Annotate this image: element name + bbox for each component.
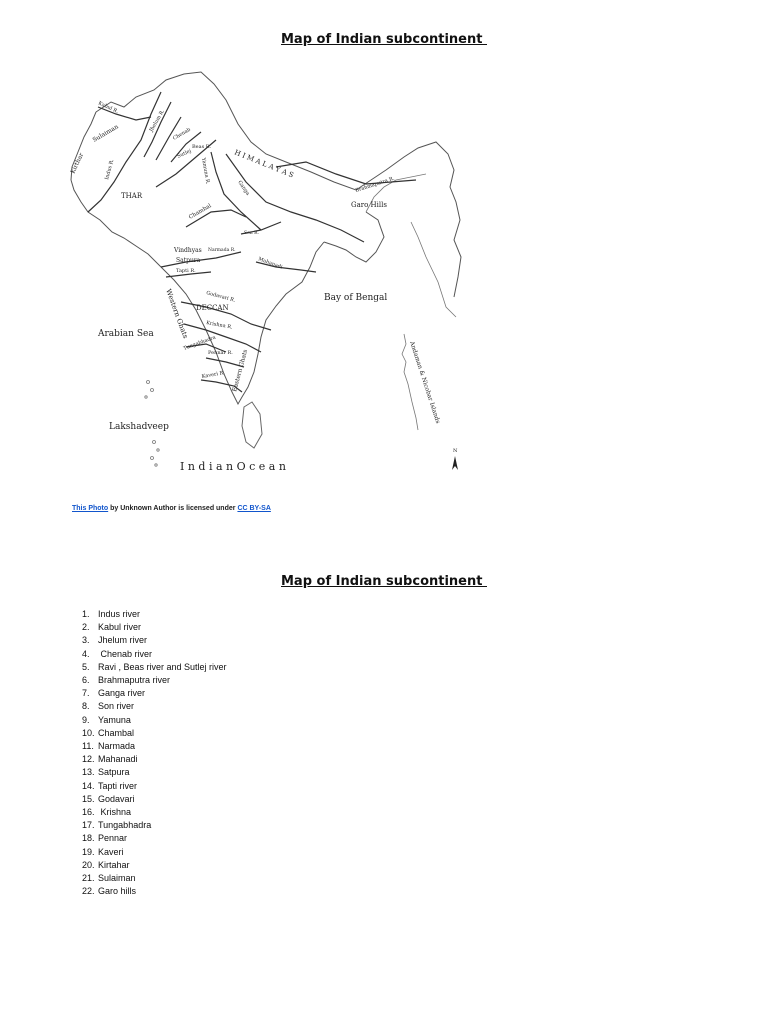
- list-item: [82, 634, 227, 647]
- list-item-label: Yamuna: [98, 714, 131, 725]
- list-item-number: 3.: [82, 635, 90, 646]
- list-item-label: Tungabhadra: [98, 820, 152, 831]
- map-label-himalayas: H I M A L A Y A S: [233, 148, 295, 180]
- list-item-number: 9.: [82, 714, 90, 725]
- list-item-label: Sulaiman: [98, 873, 136, 884]
- map-label-chenab: Chenab: [172, 126, 192, 142]
- map-label-ganga: Ganga: [236, 179, 251, 197]
- map-label-lakshadweep: Lakshadveep: [109, 422, 169, 432]
- image-credit: [72, 505, 271, 512]
- list-item-number: 5.: [82, 661, 90, 672]
- north-label: N: [453, 448, 458, 454]
- list-item-label: Kabul river: [98, 622, 142, 633]
- list-item-number: 15.: [82, 793, 95, 804]
- photo-link[interactable]: This Photo: [72, 505, 109, 512]
- map-label-kirthar: Kirthar: [69, 151, 86, 175]
- list-title: [0, 574, 768, 589]
- list-item: [82, 714, 227, 727]
- list-item-number: 13.: [82, 767, 95, 778]
- list-item-label: Indus river: [98, 609, 141, 619]
- map-label-sulaiman: Sulaiman: [91, 123, 120, 144]
- list-item-number: 17.: [82, 820, 95, 831]
- map-label-kaveri: Kaveri R.: [201, 369, 226, 380]
- map-label-yamuna: Yamuna R.: [200, 157, 211, 185]
- list-item-number: 8.: [82, 701, 90, 712]
- map-label-godavari: Godavari R.: [205, 290, 236, 304]
- list-item: [82, 700, 227, 713]
- list-item-label: Chambal: [98, 727, 135, 738]
- list-item-number: 16.: [82, 807, 95, 818]
- map-label-beas: Beas R.: [192, 144, 212, 150]
- map-label-son: Son R.: [244, 231, 259, 236]
- list-item-number: 18.: [82, 833, 95, 844]
- list-item-number: 10.: [82, 727, 95, 738]
- list-item: [82, 608, 227, 621]
- list-item-label: Satpura: [98, 767, 130, 778]
- map-label-bay-of-bengal: Bay of Bengal: [324, 293, 388, 303]
- narmada-river-line: [161, 252, 241, 267]
- map-label-vindhyas: Vindhyas: [174, 247, 202, 254]
- map-label-thar: THAR: [121, 192, 143, 200]
- list-item: [82, 621, 227, 634]
- list-item: [82, 766, 227, 779]
- map-label-arabian-sea: Arabian Sea: [98, 329, 154, 339]
- list-item: [82, 648, 227, 661]
- list-item-label: Brahmaputra river: [98, 675, 171, 686]
- list-item: [82, 753, 227, 766]
- list-item-number: 1.: [82, 609, 90, 619]
- list-item: [82, 806, 227, 819]
- map-label-chambal: Chambal: [188, 203, 213, 221]
- map-label-garo-hills: Garo Hills: [351, 201, 387, 209]
- list-item: [82, 793, 227, 806]
- list-item: [82, 661, 227, 674]
- list-item-label: Ganga river: [98, 688, 146, 699]
- list-item-label: Kaveri: [98, 846, 124, 857]
- credit-text: by Unknown Author is licensed under: [108, 505, 238, 512]
- river-list: [82, 608, 227, 898]
- list-item: [82, 687, 227, 700]
- list-item: [82, 727, 227, 740]
- list-item-number: 21.: [82, 873, 95, 884]
- list-item-number: 7.: [82, 688, 90, 699]
- list-item: [82, 740, 227, 753]
- list-item: [82, 819, 227, 832]
- map-label-narmada: Narmada R.: [208, 248, 236, 253]
- list-item-number: 6.: [82, 675, 90, 686]
- map-label-kabul: Kabul R.: [97, 100, 120, 115]
- list-item-label: Garo hills: [98, 886, 137, 897]
- map-label-western-ghats: Western Ghats: [164, 287, 190, 340]
- list-item: [82, 885, 227, 898]
- license-link[interactable]: CC BY-SA: [237, 505, 271, 512]
- title-text: Map of Indian subcontinent: [281, 574, 487, 589]
- map-label-jhelum: Jhelum R.: [148, 108, 167, 133]
- list-item-label: Kirtahar: [98, 859, 130, 870]
- list-item: [82, 674, 227, 687]
- list-item: [82, 859, 227, 872]
- map-label-krishna: Krishna R.: [205, 320, 233, 331]
- map-label-tapti: Tapti R.: [176, 268, 196, 274]
- list-item-number: 2.: [82, 622, 90, 633]
- list-item-label: Mahanadi: [98, 754, 138, 765]
- map-label-brahmaputra: Brahmaputra R.: [354, 175, 396, 194]
- map-label-mahanadi: Mahanadi: [257, 256, 284, 271]
- india-map-image: [66, 62, 466, 482]
- map-labels: [69, 100, 458, 473]
- islands-layer: [145, 334, 418, 466]
- list-item: [82, 780, 227, 793]
- list-item-number: 12.: [82, 754, 95, 765]
- map-label-satpura: Satpura: [176, 257, 201, 264]
- srilanka-outline: [242, 402, 262, 448]
- list-item: [82, 832, 227, 845]
- list-item-label: Tapti river: [98, 780, 138, 791]
- list-item-label: Ravi , Beas river and Sutlej river: [98, 661, 227, 672]
- north-arrow-icon: [452, 456, 458, 470]
- page-title: [0, 32, 768, 47]
- map-label-indus: Indus R.: [104, 158, 116, 181]
- list-item-number: 20.: [82, 859, 95, 870]
- title-text: Map of Indian subcontinent: [281, 32, 487, 47]
- list-item-number: 19.: [82, 846, 95, 857]
- list-item: [82, 872, 227, 885]
- list-item-label: Jhelum river: [98, 635, 148, 646]
- map-label-indian-ocean: I n d i a n O c e a n: [180, 460, 286, 473]
- list-item-label: Pennar: [98, 833, 128, 844]
- ganga-river-line: [226, 154, 364, 242]
- map-label-deccan: DECCAN: [196, 304, 229, 312]
- list-item-number: 22.: [82, 886, 95, 897]
- list-item: [82, 846, 227, 859]
- list-item-label: Godavari: [98, 793, 135, 804]
- map-label-eastern-ghats: Eastern Ghats: [231, 348, 250, 393]
- map-label-pennar: Pennar R.: [208, 350, 233, 356]
- list-item-number: 11.: [82, 741, 94, 752]
- rivers-layer: [88, 92, 416, 392]
- list-item-label: Narmada: [98, 741, 136, 752]
- list-item-number: 14.: [82, 780, 95, 791]
- list-item-label: Chenab river: [98, 648, 153, 659]
- map-label-sutlej: Sutlej: [176, 148, 193, 160]
- map-label-tungabhadra: Tungabhadra: [182, 334, 217, 352]
- map-label-andaman: Andaman & Nicobar Islands: [408, 340, 442, 425]
- list-item-label: Son river: [98, 701, 135, 712]
- list-item-label: Krishna: [98, 807, 132, 818]
- list-item-number: 4.: [82, 648, 90, 659]
